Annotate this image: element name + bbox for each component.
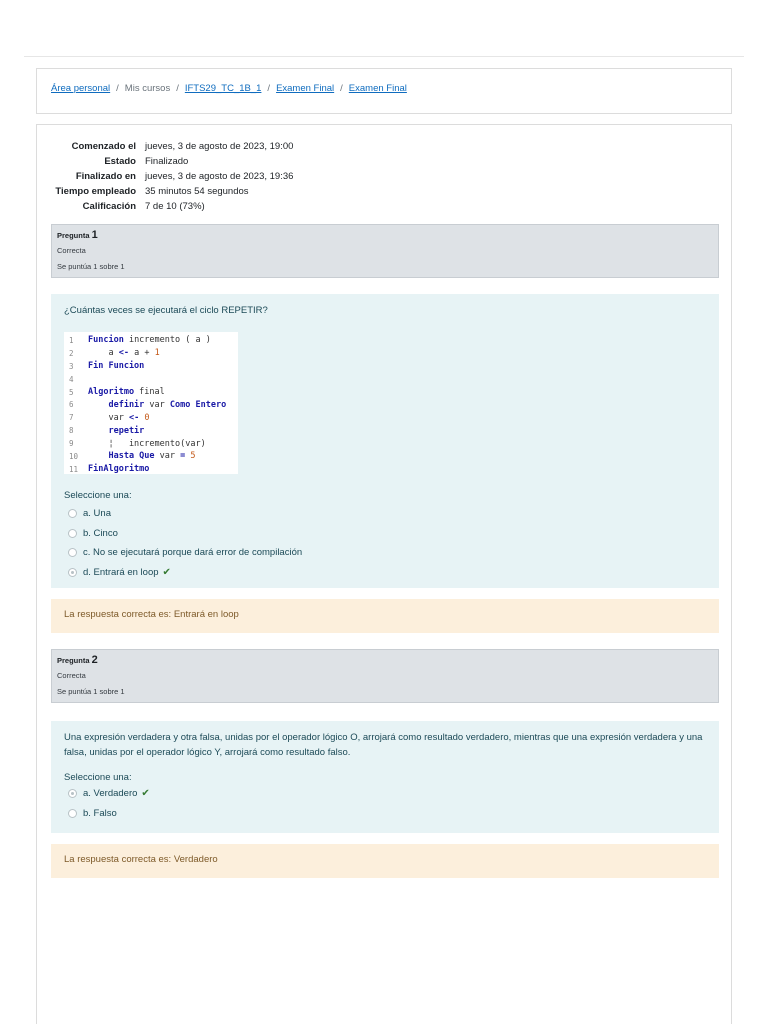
question-1-feedback: La respuesta correcta es: Entrará en loop	[51, 599, 719, 633]
question-2-grade: Se puntúa 1 sobre 1	[57, 687, 125, 696]
summary-row-time-taken: Tiempo empleado 35 minutos 54 segundos	[55, 186, 249, 197]
question-2-prompt: Seleccione una:	[64, 772, 132, 783]
answer-option[interactable]: a. Una	[64, 504, 706, 524]
checkmark-icon: ✔	[162, 566, 171, 578]
radio-button[interactable]	[68, 509, 77, 518]
radio-button-checked[interactable]	[68, 789, 77, 798]
checkmark-icon: ✔	[141, 788, 150, 800]
answer-option[interactable]: c. No se ejecutará porque dará error de compilación	[64, 543, 706, 563]
question-1-number: Pregunta 1	[57, 229, 98, 241]
answer-option-selected[interactable]: d. Entrará en loop ✔	[64, 563, 706, 583]
summary-row-state: Estado Finalizado	[104, 156, 189, 167]
breadcrumb-mis-cursos: Mis cursos	[124, 83, 171, 94]
code-image: 1 Funcion incremento ( a ) 2 a <- a + 1 3 Fin Funcion 4 5 Algoritmo final 6 definir var Como Entero 7 var <- 0 8 repetir 9 ¦ incremento(var) 10 Hasta Que var = 5 11 FinAlgoritmo	[64, 332, 238, 474]
breadcrumb-exam-section[interactable]: Examen Final	[276, 83, 335, 94]
answer-option[interactable]: b. Falso	[64, 804, 706, 824]
question-2-number: Pregunta 2	[57, 654, 98, 666]
question-2-text: Una expresión verdadera y otra falsa, unidas por el operador lógico O, arrojará como resultado verdadero, mientras que una expresión verdadera y una falsa, unidas por el operador lógico Y, arrojará como resultado falso.	[64, 732, 703, 758]
quiz-review	[36, 124, 732, 1024]
question-1-text: ¿Cuántas veces se ejecutará el ciclo REPETIR?	[64, 305, 268, 316]
answer-option[interactable]: b. Cinco	[64, 524, 706, 544]
attempt-summary	[37, 139, 293, 214]
top-divider	[24, 56, 744, 57]
breadcrumb-exam[interactable]: Examen Final	[348, 83, 407, 94]
breadcrumb: Área personal / Mis cursos / IFTS29_TC_1B_1 / Examen Final / Examen Final	[36, 68, 732, 114]
question-2-state: Correcta	[57, 671, 86, 680]
breadcrumb-area-personal[interactable]: Área personal	[51, 83, 111, 94]
summary-row-started: Comenzado el jueves, 3 de agosto de 2023, 19:00	[71, 141, 294, 152]
question-1-grade: Se puntúa 1 sobre 1	[57, 262, 125, 271]
question-1-formulation	[51, 294, 719, 588]
question-1-state: Correcta	[57, 246, 86, 255]
question-2-info	[51, 649, 719, 703]
breadcrumb-course[interactable]: IFTS29_TC_1B_1	[184, 83, 262, 94]
question-1-info	[51, 224, 719, 278]
question-2-feedback: La respuesta correcta es: Verdadero	[51, 844, 719, 878]
summary-row-finished: Finalizado en jueves, 3 de agosto de 2023, 19:36	[75, 171, 294, 182]
radio-button[interactable]	[68, 809, 77, 818]
radio-button-checked[interactable]	[68, 568, 77, 577]
radio-button[interactable]	[68, 548, 77, 557]
summary-row-grade: Calificación 7 de 10 (73%)	[82, 201, 205, 212]
question-2-formulation	[51, 721, 719, 833]
radio-button[interactable]	[68, 529, 77, 538]
question-2-answers	[64, 784, 706, 823]
answer-option-selected[interactable]: a. Verdadero ✔	[64, 784, 706, 804]
question-1-prompt: Seleccione una:	[64, 490, 132, 501]
question-1-answers	[64, 504, 706, 582]
